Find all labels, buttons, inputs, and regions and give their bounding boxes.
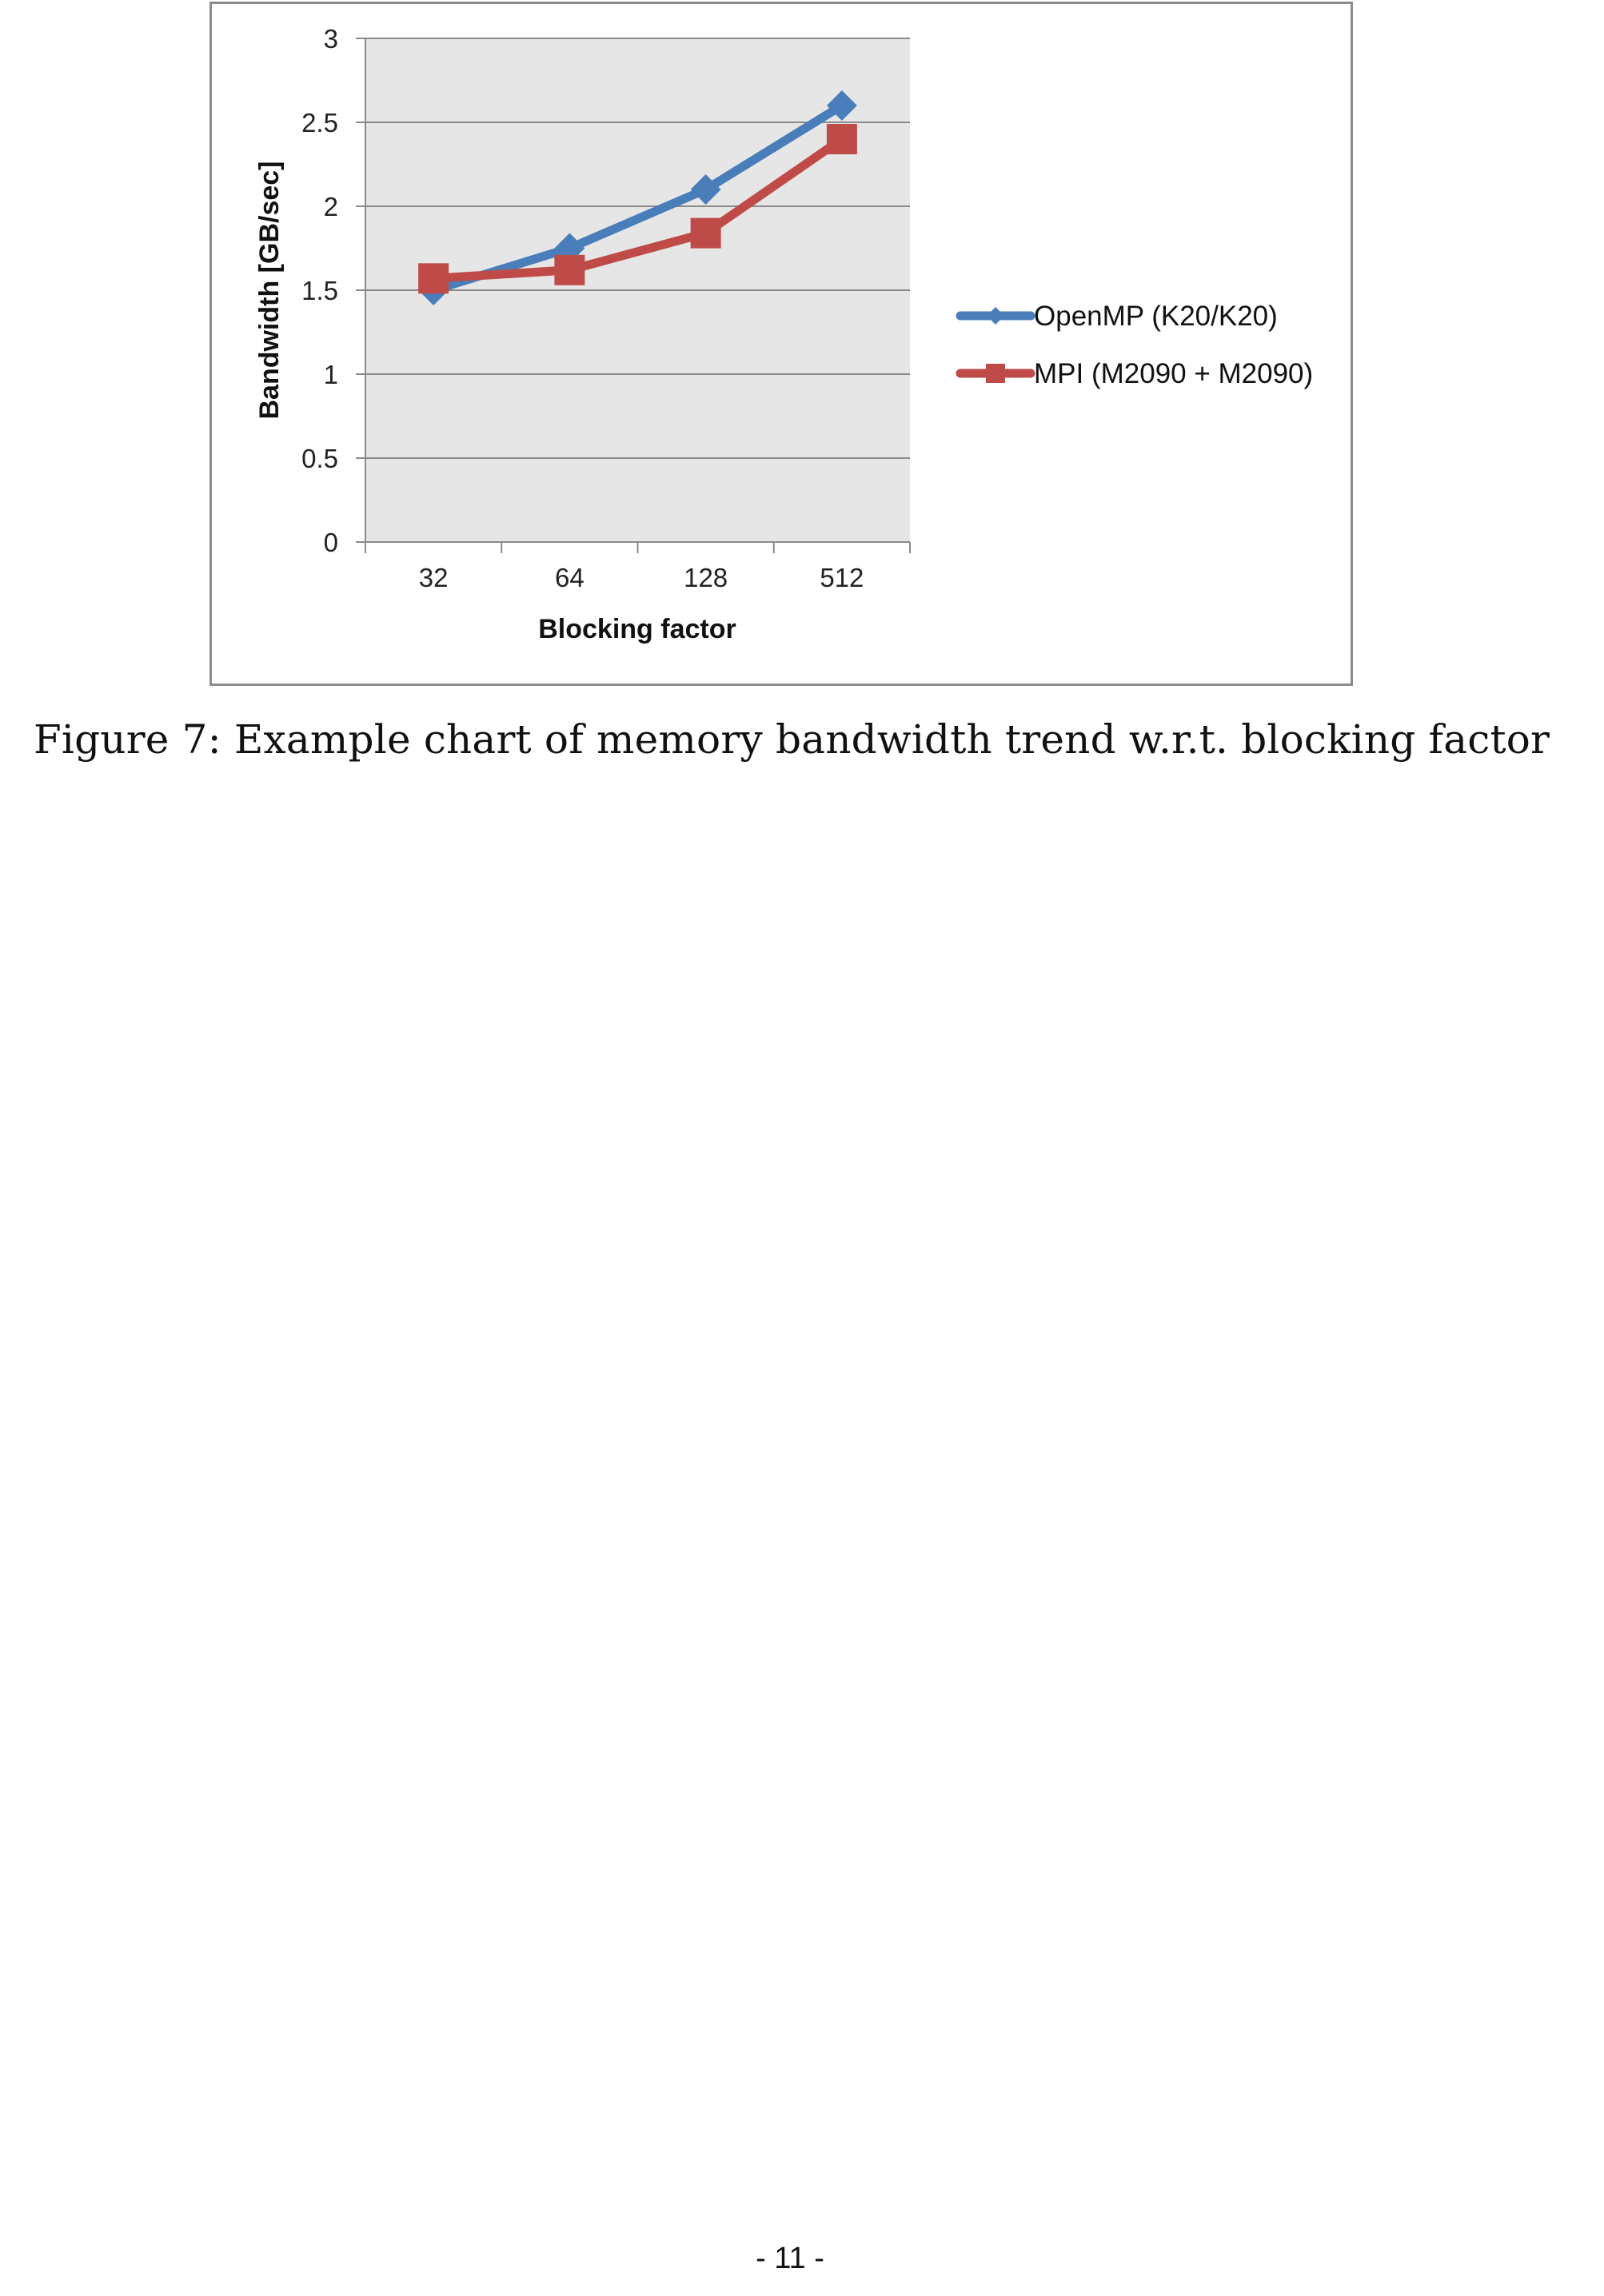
figure-caption: Figure 7: Example chart of memory bandwidth trend w.r.t. blocking factor xyxy=(34,716,1550,763)
y-tick-label: 0.5 xyxy=(301,444,338,473)
x-tick-label: 512 xyxy=(820,563,864,592)
legend-label: MPI (M2090 + M2090) xyxy=(1034,358,1314,389)
y-tick-label: 2 xyxy=(323,192,338,221)
data-point-square-marker xyxy=(691,218,721,249)
legend-square-marker xyxy=(986,364,1005,383)
y-tick-label: 3 xyxy=(323,24,338,54)
data-point-square-marker xyxy=(418,263,449,293)
y-tick-label: 0 xyxy=(323,528,338,557)
page-number: - 11 - xyxy=(756,2242,824,2275)
x-tick-label: 128 xyxy=(684,563,728,592)
x-tick-label: 64 xyxy=(555,563,585,592)
data-point-square-marker xyxy=(827,124,857,154)
data-point-square-marker xyxy=(554,255,585,285)
chart-frame xyxy=(209,2,1353,686)
y-tick-label: 2.5 xyxy=(301,108,338,138)
legend xyxy=(960,301,1313,389)
line-chart xyxy=(212,4,1351,684)
y-axis-title: Bandwidth [GB/sec] xyxy=(254,161,285,420)
x-tick-label: 32 xyxy=(418,563,449,592)
y-tick-label: 1 xyxy=(323,360,338,389)
y-tick-label: 1.5 xyxy=(301,276,338,305)
legend-diamond-marker xyxy=(987,307,1004,325)
legend-label: OpenMP (K20/K20) xyxy=(1034,301,1278,332)
x-axis-title: Blocking factor xyxy=(538,614,736,644)
